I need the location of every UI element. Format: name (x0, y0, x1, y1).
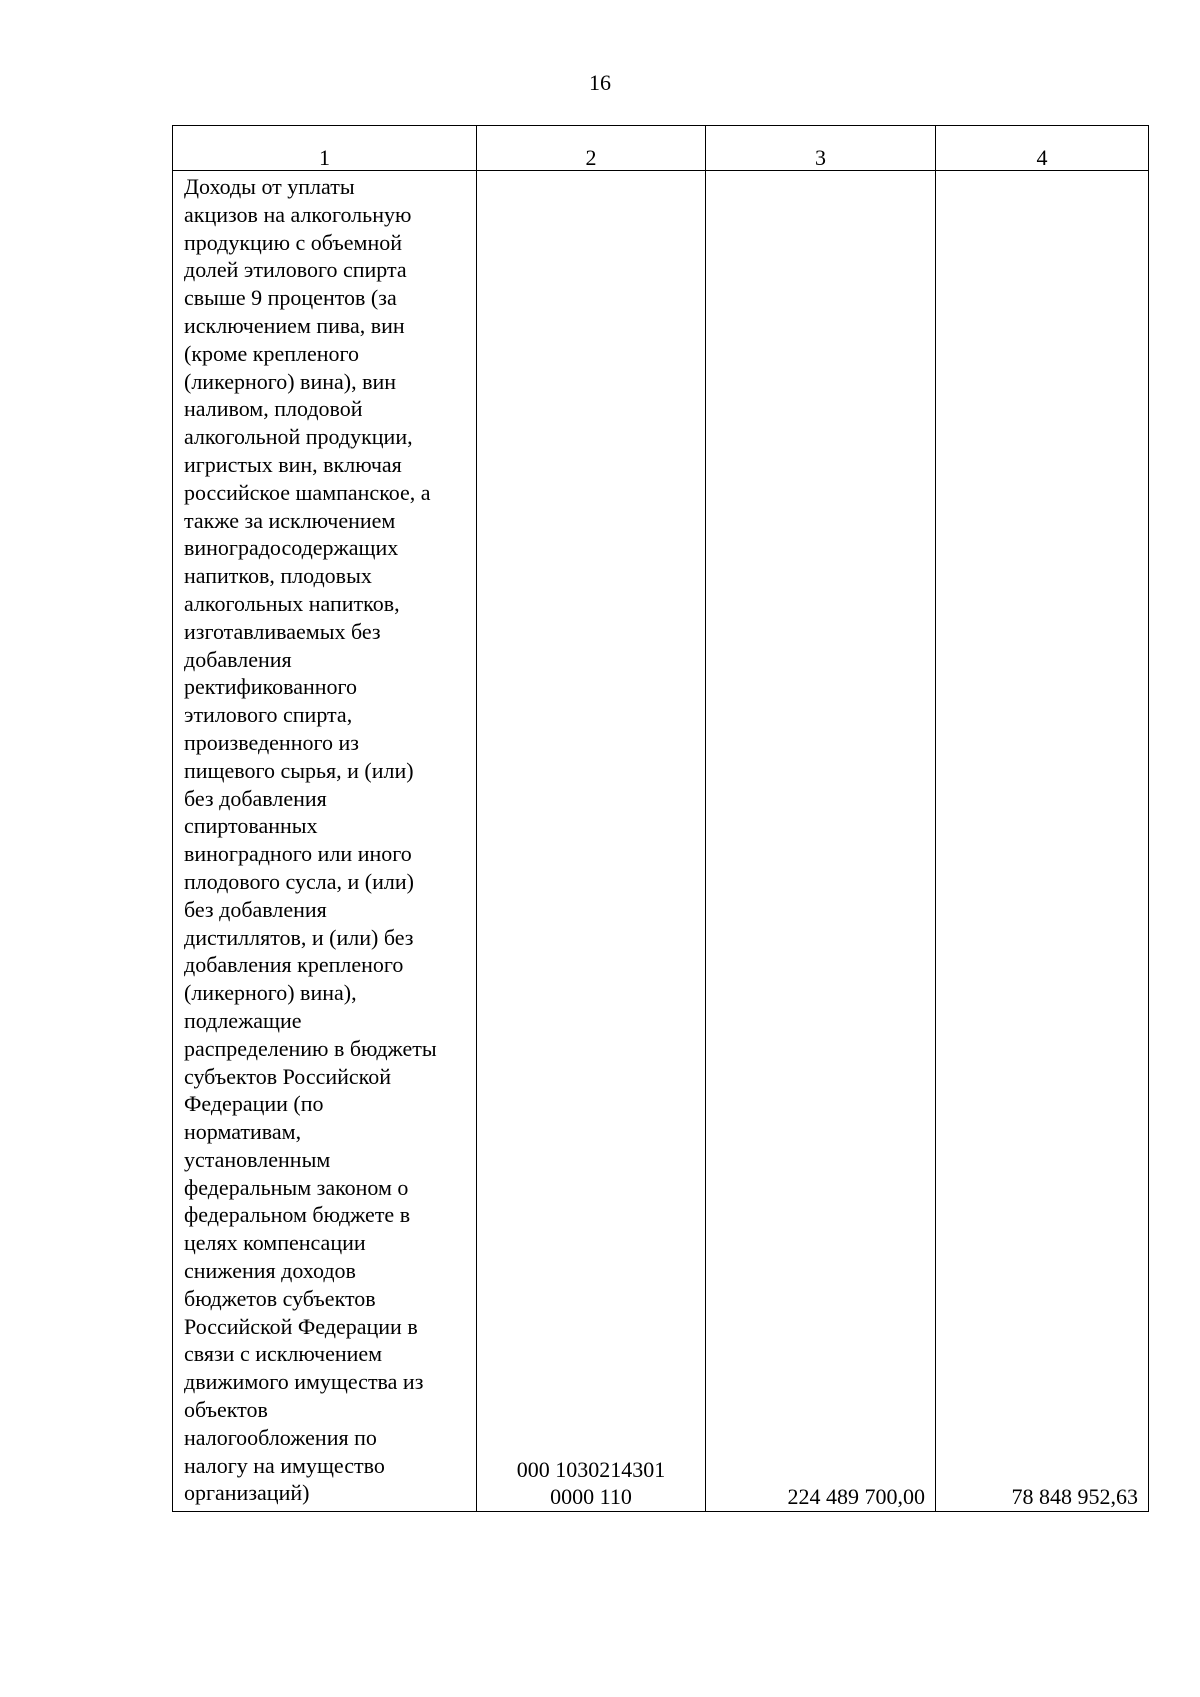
page-number: 16 (589, 70, 611, 95)
actual-amount-cell: 78 848 952,63 (936, 171, 1149, 1512)
column-header-1: 1 (173, 126, 477, 171)
budget-classification-code-cell: 000 1030214301 0000 110 (477, 171, 706, 1512)
column-header-3: 3 (706, 126, 936, 171)
income-description-cell: Доходы от уплаты акцизов на алкогольную продукцию с объемной долей этилового спирта свыше 9 процентов (за исключением пива, вин (кроме крепленого (ликерного) вина), вин наливом, плодовой алкогольной продукции, игристых вин, включая российское шампанское, а также за исключением виноградосодержащих напитков, плодовых алкогольных напитков, изготавливаемых без добавления ректификованного этилового спирта, произведенного из пищевого сырья, и (или) без добавления спиртованных виноградного или иного плодового сусла, и (или) без добавления дистиллятов, и (или) без добавления крепленого (ликерного) вина), подлежащие распределению в бюджеты субъектов Российской Федерации (по нормативам, установленным федеральным законом о федеральном бюджете в целях компенсации снижения доходов бюджетов субъектов Российской Федерации в связи с исключением движимого имущества из объектов налогообложения по налогу на имущество организаций) (173, 171, 477, 1512)
budget-table (172, 125, 1149, 1512)
column-header-4: 4 (936, 126, 1149, 171)
planned-amount-cell: 224 489 700,00 (706, 171, 936, 1512)
column-header-2: 2 (477, 126, 706, 171)
table-header-row (173, 126, 1149, 171)
table-row (173, 171, 1149, 1512)
